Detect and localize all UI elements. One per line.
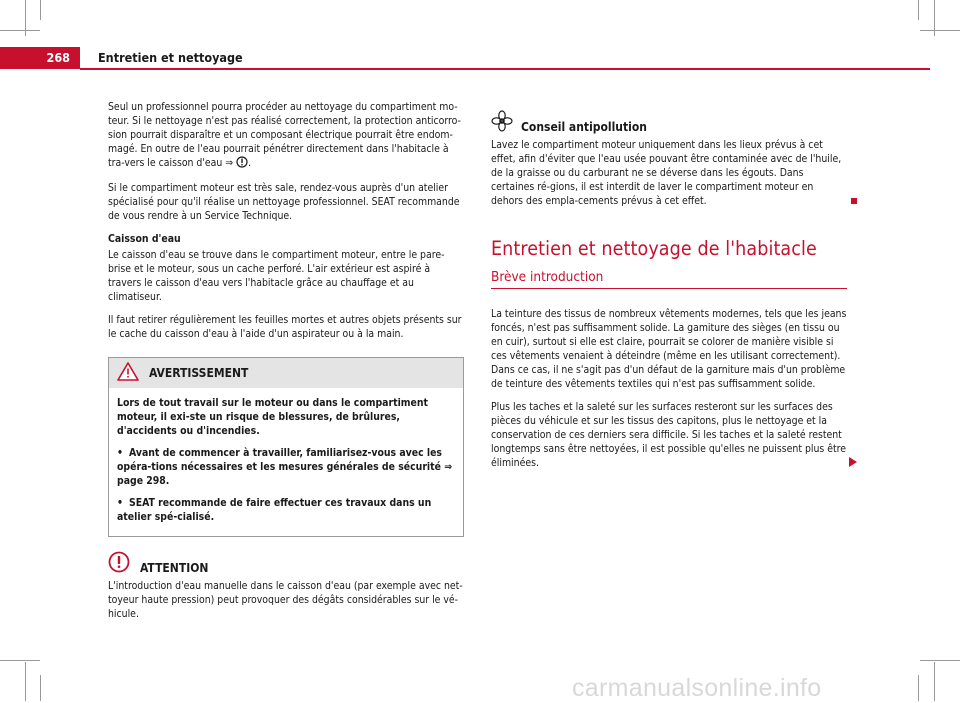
crop-mark	[25, 662, 26, 701]
warning-body	[109, 388, 463, 536]
left-column	[108, 100, 464, 630]
paragraph-text: Seul un professionnel pourra procéder au nettoyage du compartiment mo-teur. Si le nettoyage n'est pas réalisé correctement, la protection anticorro-sion pourrait disparaître et un composant électrique pourrait être endom-magé. En outre de l'eau pourrait pénétrer directement dans l'habitacle à tra-vers le caisson d'eau ⇒	[108, 101, 461, 169]
paragraph: Seul un professionnel pourra procéder au nettoyage du compartiment mo-teur. Si le nettoyage n'est pas réalisé correctement, la protection anticorro-sion pourrait disparaître et un composant électrique pourrait être endom-magé. En outre de l'eau pourrait pénétrer directement dans l'habitacle à tra-vers le caisson d'eau ⇒ .	[108, 100, 464, 172]
eco-tip-title: Conseil antipollution	[521, 120, 647, 134]
crop-mark	[920, 30, 960, 31]
watermark: carmanualsonline.info	[572, 674, 822, 702]
warning-box	[108, 357, 464, 537]
warning-bullet	[117, 496, 455, 524]
crop-mark	[920, 660, 960, 661]
attention-icon	[108, 551, 130, 577]
caisson-heading: Caisson d'eau	[108, 233, 181, 245]
attention-title: ATTENTION	[140, 561, 209, 575]
eco-tip-header	[491, 110, 847, 136]
header-rule	[80, 68, 930, 70]
paragraph: Le caisson d'eau se trouve dans le compartiment moteur, entre le pare-brise et le moteur, sous un cache perforé. L'air extérieur est aspiré à travers le caisson d'eau vers l'habitacle grâce au chauffage et au climatiseur.	[108, 249, 445, 303]
crop-mark	[25, 0, 26, 36]
attention-header	[108, 551, 464, 577]
bullet-text: Avant de commencer à travailler, familiarisez-vous avec les opéra-tions nécessaires et les mesures générales de sécurité ⇒ page 298.	[117, 447, 453, 487]
paragraph	[491, 400, 847, 470]
attention-text: L'introduction d'eau manuelle dans le caisson d'eau (par exemple avec net-toyeur haute pression) peut provoquer des dégâts considérables sur le vé-hicule.	[108, 580, 463, 620]
paragraph: La teinture des tissus de nombreux vêtements modernes, tels que les jeans foncés, n'est pas suffisamment solide. La gamiture des sièges (en tissu ou en cuir), surtout si elle est claire, pourrait se colorer de manière visible si ces vêtements venaient à déteindre (même en les utilisant correctement). Dans ce cas, il ne s'agit pas d'un défaut de la garniture mais d'un problème de teinture des vêtements textiles qui n'est pas suffisamment solide.	[491, 308, 847, 390]
page-title: Entretien et nettoyage	[98, 50, 243, 65]
crop-mark	[918, 0, 919, 20]
paragraph-text: Plus les taches et la saleté sur les surfaces resteront sur les surfaces des pièces du véhicule et sur les tissus des capitons, plus le nettoyage et la conservation de ces derniers sera difficile. Si les taches et la saleté restent longtemps sans être nettoyées, il est possible qu'elles ne puissent plus être éliminées.	[491, 401, 847, 469]
crop-mark	[918, 675, 919, 701]
eco-text: Lavez le compartiment moteur uniquement dans les lieux prévus à cet effet, afin d'éviter que l'eau usée pouvant être contaminée avec de l'huile, de la graisse ou du carburant ne se déverse dans les égouts. Dans certaines ré-gions, il est interdit de laver le compartiment moteur en dehors des empla-cements prévus à cet effet.	[491, 139, 842, 207]
end-of-section-mark	[851, 198, 857, 204]
continue-arrow-icon	[849, 457, 857, 467]
paragraph: Si le compartiment moteur est très sale, rendez-vous auprès d'un atelier spécialisé pour qu'il réalise un nettoyage professionnel. SEAT recommande de vous rendre à un Service Technique.	[108, 182, 460, 222]
bullet-text: SEAT recommande de faire effectuer ces travaux dans un atelier spé-cialisé.	[117, 497, 432, 523]
warning-title: AVERTISSEMENT	[149, 366, 249, 380]
crop-mark	[934, 662, 935, 701]
section-title: Entretien et nettoyage de l'habitacle	[491, 237, 817, 260]
right-column	[491, 104, 847, 479]
crop-mark	[40, 675, 41, 701]
attention-ref-icon[interactable]	[236, 156, 248, 172]
bullet-icon: •	[117, 447, 123, 459]
crop-mark	[0, 30, 40, 31]
warning-bullet	[117, 446, 455, 488]
crop-mark	[40, 0, 41, 20]
paragraph: Il faut retirer régulièrement les feuilles mortes et autres objets présents sur le cache du caisson d'eau à l'aide d'un aspirateur ou à la main.	[108, 314, 462, 340]
bullet-icon: •	[117, 497, 123, 509]
eco-tip-text	[491, 138, 847, 208]
warning-header	[109, 358, 463, 388]
warning-triangle-icon	[117, 362, 139, 384]
subsection-title: Brève introduction	[491, 270, 847, 289]
eco-flower-icon	[491, 110, 513, 136]
warning-text: Lors de tout travail sur le moteur ou dans le compartiment moteur, il exi-ste un risque de blessures, de brûlures, d'accidents ou d'incendies.	[117, 397, 428, 437]
crop-mark	[934, 0, 935, 36]
crop-mark	[0, 660, 40, 661]
page-number: 268	[0, 47, 80, 69]
